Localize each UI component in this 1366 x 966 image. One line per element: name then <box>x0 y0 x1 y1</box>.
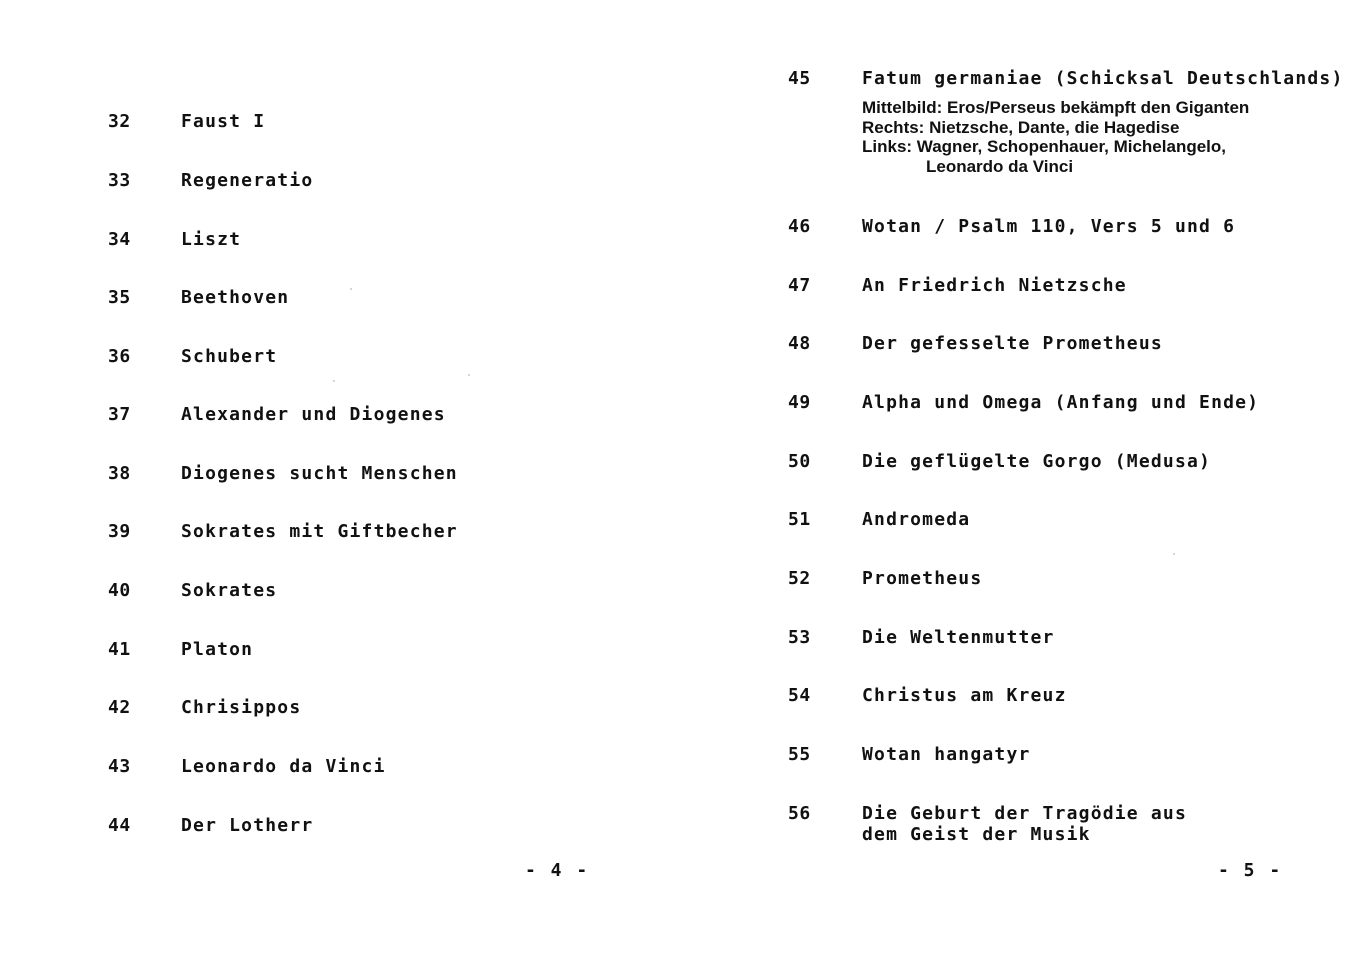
item-title: An Friedrich Nietzsche <box>862 275 1127 296</box>
item-title: Diogenes sucht Menschen <box>181 463 458 484</box>
item-title: Beethoven <box>181 287 290 308</box>
item-title <box>862 803 1187 845</box>
item-number: 51 <box>788 509 811 530</box>
item-number: 50 <box>788 451 811 472</box>
item-number: 52 <box>788 568 811 589</box>
item-title: Wotan hangatyr <box>862 744 1031 765</box>
item-title: Leonardo da Vinci <box>181 756 386 777</box>
item-number: 53 <box>788 627 811 648</box>
item-number: 56 <box>788 803 811 824</box>
item-number: 42 <box>108 697 131 718</box>
item-number: 35 <box>108 287 131 308</box>
item-title: Der Lotherr <box>181 815 314 836</box>
scan-speck <box>350 288 352 290</box>
item-number: 43 <box>108 756 131 777</box>
item-title: Fatum germaniae (Schicksal Deutschlands) <box>862 68 1344 89</box>
scan-speck <box>1173 553 1175 555</box>
description-line: Leonardo da Vinci <box>926 156 1074 176</box>
page-number: - 4 - <box>525 860 590 881</box>
description-line: Rechts: Nietzsche, Dante, die Hagedise <box>862 117 1180 137</box>
item-title: Die Weltenmutter <box>862 627 1055 648</box>
item-title: Schubert <box>181 346 278 367</box>
item-number: 40 <box>108 580 131 601</box>
item-number: 45 <box>788 68 811 89</box>
item-number: 36 <box>108 346 131 367</box>
item-title-line: dem Geist der Musik <box>862 824 1091 845</box>
scan-speck <box>333 380 335 382</box>
item-number: 47 <box>788 275 811 296</box>
item-title: Alpha und Omega (Anfang und Ende) <box>862 392 1260 413</box>
item-number: 39 <box>108 521 131 542</box>
item-title: Sokrates <box>181 580 278 601</box>
item-title: Regeneratio <box>181 170 314 191</box>
item-number: 46 <box>788 216 811 237</box>
item-number: 48 <box>788 333 811 354</box>
right-page <box>683 0 1366 966</box>
item-number: 55 <box>788 744 811 765</box>
item-title: Wotan / Psalm 110, Vers 5 und 6 <box>862 216 1236 237</box>
item-title: Faust I <box>181 111 266 132</box>
item-title: Platon <box>181 639 254 660</box>
item-description <box>862 98 1249 176</box>
scan-speck <box>468 374 470 376</box>
item-title: Andromeda <box>862 509 971 530</box>
page-number: - 5 - <box>1218 860 1283 881</box>
item-number: 38 <box>108 463 131 484</box>
item-title: Chrisippos <box>181 697 302 718</box>
item-number: 44 <box>108 815 131 836</box>
item-title: Alexander und Diogenes <box>181 404 446 425</box>
item-number: 41 <box>108 639 131 660</box>
item-title: Liszt <box>181 229 242 250</box>
item-number: 54 <box>788 685 811 706</box>
item-number: 37 <box>108 404 131 425</box>
item-title: Die geflügelte Gorgo (Medusa) <box>862 451 1212 472</box>
item-title: Der gefesselte Prometheus <box>862 333 1163 354</box>
item-title: Christus am Kreuz <box>862 685 1067 706</box>
item-title: Prometheus <box>862 568 983 589</box>
item-title-line: Die Geburt der Tragödie aus <box>862 803 1187 824</box>
item-number: 49 <box>788 392 811 413</box>
item-number: 34 <box>108 229 131 250</box>
item-number: 32 <box>108 111 131 132</box>
description-line: Links: Wagner, Schopenhauer, Michelangelo, <box>862 137 1226 156</box>
description-line: Mittelbild: Eros/Perseus bekämpft den Giganten <box>862 98 1250 117</box>
item-title: Sokrates mit Giftbecher <box>181 521 458 542</box>
item-number: 33 <box>108 170 131 191</box>
